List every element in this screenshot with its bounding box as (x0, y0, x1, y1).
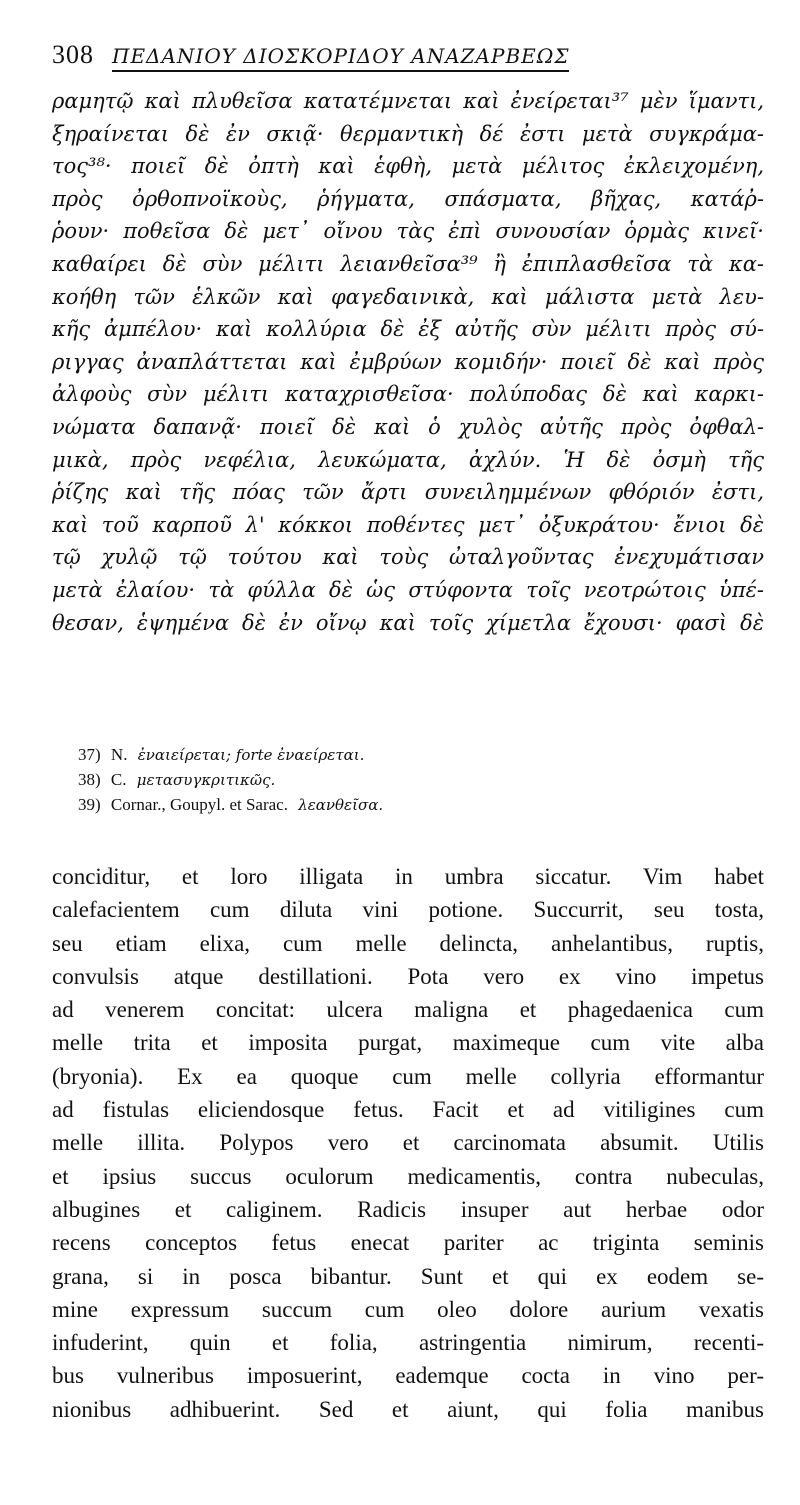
footnote-marker: 39) (78, 795, 101, 814)
footnote (78, 767, 758, 792)
greek-line: θεσαν, ἑψημένα δὲ ἐν οἴνῳ καὶ τοῖς χίμετλα ἔχουσι· φασὶ δὲ (52, 610, 764, 635)
latin-line: albugines et caliginem. Radicis insuper aut herbae odor (52, 1196, 764, 1222)
footnote (78, 792, 758, 817)
greek-line: ῥουν· ποθεῖσα δὲ μετ᾽ οἴνου τὰς ἐπὶ συνουσίαν ὁρμὰς κινεῖ· (52, 219, 764, 244)
greek-line: μικὰ, πρὸς νεφέλια, λευκώματα, ἀχλύν. Ἡ δὲ ὀσμὴ τῆς (52, 447, 764, 472)
latin-line: bus vulneribus imposuerint, eademque cocta in vino per- (52, 1363, 764, 1389)
greek-line: ῥίζης καὶ τῆς πόας τῶν ἄρτι συνειλημμένων φθόριόν ἐστι, (52, 480, 764, 505)
greek-text-block (52, 85, 764, 639)
greek-line: ἀλφοὺς σὺν μέλιτι καταχρισθεῖσα· πολύποδας δὲ καὶ καρκι- (52, 382, 764, 407)
latin-line: conciditur, et loro illigata in umbra siccatur. Vim habet (52, 864, 764, 889)
greek-line: καὶ τοῦ καρποῦ λ' κόκκοι ποθέντες μετ᾽ ὀξυκράτου· ἔνιοι δὲ (52, 512, 764, 537)
footnote (78, 742, 758, 767)
footnotes (78, 742, 758, 817)
latin-line: nionibus adhibuerint. Sed et aiunt, qui folia manibus (52, 1396, 764, 1422)
running-title: ΠΕΔΑΝΙΟΥ ΔΙΟΣΚΟΡΙΔΟΥ ΑΝΑΖΑΡΒΕΩΣ (112, 44, 569, 72)
latin-line: recens conceptos fetus enecat pariter ac triginta seminis (52, 1230, 764, 1256)
greek-line: μετὰ ἐλαίου· τὰ φύλλα δὲ ὡς στύφοντα τοῖς νεοτρώτοις ὑπέ- (52, 577, 764, 602)
footnote-text: μετασυγκριτικῶς. (136, 771, 276, 789)
latin-line: grana, si in posca bibantur. Sunt et qui ex eodem se- (52, 1263, 764, 1289)
greek-line: νώματα δαπανᾷ· ποιεῖ δὲ καὶ ὁ χυλὸς αὐτῆς πρὸς ὀφθαλ- (52, 414, 764, 439)
footnote-text: λεανθεῖσα. (298, 796, 384, 814)
latin-line: convulsis atque destillationi. Pota vero ex vino impetus (52, 963, 764, 989)
latin-line: melle trita et imposita purgat, maximeque cum vite alba (52, 1030, 764, 1056)
greek-line: τος³⁸· ποιεῖ δὲ ὀπτὴ καὶ ἑφθὴ, μετὰ μέλιτος ἐκλειχομένη, (52, 154, 764, 179)
latin-text-block (52, 860, 764, 1426)
footnote-source: C. (110, 770, 127, 789)
latin-line: et ipsius succus oculorum medicamentis, contra nubeculas, (52, 1163, 764, 1189)
latin-line: infuderint, quin et folia, astringentia nimirum, recenti- (52, 1330, 764, 1356)
footnote-text: ἐναιείρεται; forte ἐναείρεται. (137, 746, 365, 764)
latin-line: (bryonia). Ex ea quoque cum melle collyria efformantur (52, 1063, 764, 1089)
footnote-marker: 38) (78, 770, 101, 789)
running-head (52, 40, 762, 84)
latin-line: ad venerem concitat: ulcera maligna et phagedaenica cum (52, 997, 764, 1023)
latin-line: calefacientem cum diluta vini potione. Succurrit, seu tosta, (52, 897, 764, 923)
greek-line: κοήθη τῶν ἑλκῶν καὶ φαγεδαινικὰ, καὶ μάλιστα μετὰ λευ- (52, 284, 764, 309)
footnote-marker: 37) (78, 745, 101, 764)
greek-line: πρὸς ὀρθοπνοϊκοὺς, ῥήγματα, σπάσματα, βῆχας, κατάῤ- (52, 186, 764, 211)
latin-line: ad fistulas eliciendosque fetus. Facit et ad vitiligines cum (52, 1097, 764, 1123)
greek-line: καθαίρει δὲ σὺν μέλιτι λειανθεῖσα³⁹ ἢ ἐπιπλασθεῖσα τὰ κα- (52, 251, 764, 276)
greek-line: ριγγας ἀναπλάττεται καὶ ἐμβρύων κομιδήν· ποιεῖ δὲ καὶ πρὸς (52, 349, 764, 374)
latin-line: seu etiam elixa, cum melle delincta, anhelantibus, ruptis, (52, 930, 764, 956)
latin-line: mine expressum succum cum oleo dolore aurium vexatis (52, 1296, 764, 1322)
greek-line: τῷ χυλῷ τῷ τούτου καὶ τοὺς ὠταλγοῦντας ἐνεχυμάτισαν (52, 545, 764, 570)
page-number: 308 (52, 40, 94, 69)
greek-line: ραμητῷ καὶ πλυθεῖσα κατατέμνεται καὶ ἐνείρεται³⁷ μὲν ἵμαντι, (52, 89, 764, 113)
latin-line: melle illita. Polypos vero et carcinomata absumit. Utilis (52, 1130, 764, 1156)
greek-line: ξηραίνεται δὲ ἐν σκιᾷ· θερμαντικὴ δέ ἐστι μετὰ συγκράμα- (52, 121, 764, 146)
footnote-source: N. (110, 745, 128, 764)
footnote-source: Cornar., Goupyl. et Sarac. (110, 795, 288, 814)
greek-line: κῆς ἀμπέλου· καὶ κολλύρια δὲ ἐξ αὐτῆς σὺν μέλιτι πρὸς σύ- (52, 317, 764, 342)
